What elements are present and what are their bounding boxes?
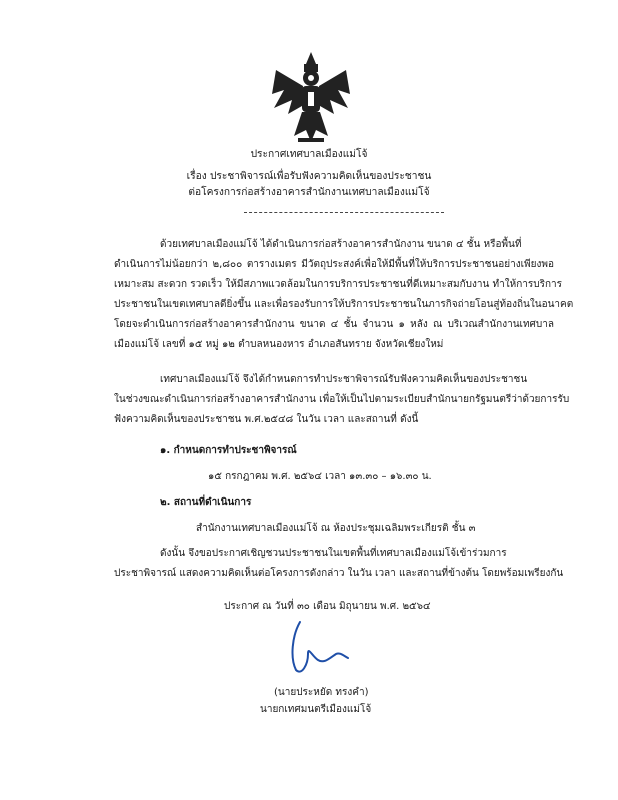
paragraph-line: เหมาะสม สะดวก รวดเร็ว ให้มีสภาพแวดล้อมในการบริการประชาชนที่ดีเหมาะสมกับงาน ทำให้การบริการ	[114, 279, 562, 290]
paragraph-line: ประชาชนในเขตเทศบาลดียิ่งขึ้น และเพื่อรองรับการให้บริการประชาชนในภารกิจถ่ายโอนสู่ท้องถิ่นในอนาคต	[114, 299, 574, 310]
paragraph-line: ในช่วงขณะดำเนินการก่อสร้างอาคารสำนักงาน เพื่อให้เป็นไปตามระเบียบสำนักนายกรัฐมนตรีว่าด้วยการรับ	[114, 394, 570, 405]
subject-line-1: เรื่อง ประชาพิจารณ์เพื่อรับฟังความคิดเห็นของประชาชน	[186, 171, 432, 182]
section-2-heading: ๒. สถานที่ดำเนินการ	[160, 497, 252, 508]
paragraph-line: ดังนั้น จึงขอประกาศเชิญชวนประชาชนในเขตพื้นที่เทศบาลเมืองแม่โจ้เข้าร่วมการ	[160, 548, 507, 559]
section-1-heading: ๑. กำหนดการทำประชาพิจารณ์	[160, 445, 297, 456]
section-2-detail: สำนักงานเทศบาลเมืองแม่โจ้ ณ ห้องประชุมเฉลิมพระเกียรติ ชั้น ๓	[196, 523, 476, 534]
subject-line-2: ต่อโครงการก่อสร้างอาคารสำนักงานเทศบาลเมืองแม่โจ้	[188, 187, 430, 198]
announcement-date: ประกาศ ณ วันที่ ๓๐ เดือน มิถุนายน พ.ศ. ๒๕๖๔	[224, 601, 431, 612]
handwritten-signature	[278, 618, 358, 678]
paragraph-line: เทศบาลเมืองแม่โจ้ จึงได้กำหนดการทำประชาพิจารณ์รับฟังความคิดเห็นของประชาชน	[160, 374, 528, 385]
section-1-detail: ๑๕ กรกฎาคม พ.ศ. ๒๕๖๔ เวลา ๑๓.๓๐ – ๑๖.๓๐ น.	[208, 471, 432, 482]
issuer-title: ประกาศเทศบาลเมืองแม่โจ้	[250, 149, 368, 160]
paragraph-line: ด้วยเทศบาลเมืองแม่โจ้ ได้ดำเนินการก่อสร้างอาคารสำนักงาน ขนาด ๔ ชั้น หรือพื้นที่	[160, 239, 522, 250]
paragraph-line: โดยจะดำเนินการก่อสร้างอาคารสำนักงาน ขนาด ๔ ชั้น จำนวน ๑ หลัง ณ บริเวณสำนักงานเทศบาล	[114, 319, 554, 330]
garuda-emblem	[268, 50, 354, 146]
title-divider	[244, 212, 444, 213]
signatory-position: นายกเทศมนตรีเมืองแม่โจ้	[260, 704, 372, 715]
paragraph-line: ดำเนินการไม่น้อยกว่า ๒,๘๐๐ ตารางเมตร มีวัตถุประสงค์เพื่อให้มีพื้นที่ให้บริการประชาชนอย่างเพียงพอ	[114, 259, 554, 270]
paragraph-line: ฟังความคิดเห็นของประชาชน พ.ศ.๒๕๔๘ ในวัน เวลา และสถานที่ ดังนี้	[114, 414, 419, 425]
paragraph-line: เมืองแม่โจ้ เลขที่ ๑๕ หมู่ ๑๒ ตำบลหนองหาร อำเภอสันทราย จังหวัดเชียงใหม่	[114, 339, 444, 350]
paragraph-line: ประชาพิจารณ์ แสดงความคิดเห็นต่อโครงการดังกล่าว ในวัน เวลา และสถานที่ข้างต้น โดยพร้อมเพรียงกัน	[114, 568, 564, 579]
signatory-name: (นายประหยัด ทรงคำ)	[274, 687, 369, 698]
